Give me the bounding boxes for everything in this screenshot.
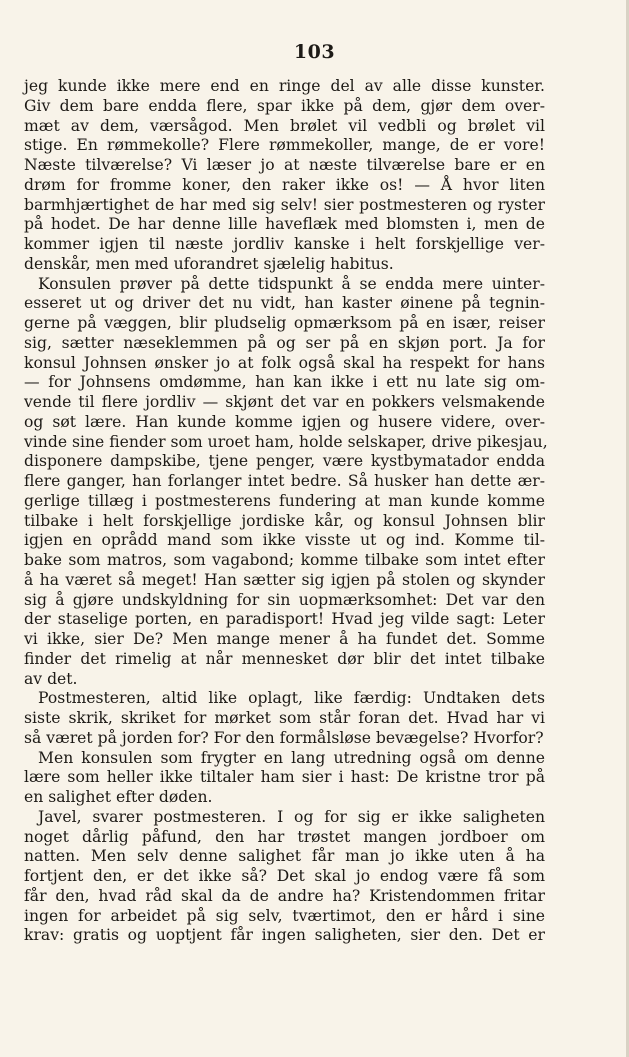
text-line: siste skrik, skriket for mørket som står foran det. Hvad har vi [24,709,545,727]
paragraph [24,274,548,690]
text-line: drøm for fromme koner, den raker ikke os! — Å hvor liten [24,175,545,194]
text-line: — for Johnsens omdømme, han kan ikke i ett nu late sig om- [24,373,545,392]
body-text [24,77,548,946]
text-line: Men konsulen som frygter en lang utredning også om denne [38,748,545,767]
text-line: igjen en oprådd mand som ikke visste ut og ind. Komme til- [24,531,545,550]
text-line: sig, sætter næseklemmen på og ser på en skjøn port. Ja for [24,333,545,352]
text-line: vende til flere jordliv — skjønt det var en pokkers velsmakende [24,393,545,411]
text-line: barmhjærtighet de har med sig selv! sier postmesteren og ryster [24,195,545,214]
text-line: Giv dem bare endda flere, spar ikke på dem, gjør dem over- [24,96,545,115]
text-line: Næste tilværelse? Vi læser jo at næste tilværelse bare er en [24,156,545,174]
text-line: lære som heller ikke tiltaler ham sier i hast: De kristne tror på [24,768,545,787]
text-line: vinde sine fiender som uroet ham, holde selskaper, drive pikesjau, [24,432,548,451]
page-number: 103 [293,41,336,63]
text-line: gerlige tillæg i postmesterens fundering at man kunde komme [24,491,545,510]
text-line: jeg kunde ikke mere end en ringe del av alle disse kunster. [24,77,545,95]
paragraph [24,808,545,946]
text-line: denskår, men med uforandret sjælelig habitus. [24,254,394,273]
paragraph [24,749,545,808]
text-line: noget dårlig påfund, den har trøstet mangen jordboer om [24,827,545,846]
text-line: mæt av dem, værsågod. Men brølet vil vedbli og brølet vil [24,116,545,135]
text-line: tilbake i helt forskjellige jordiske kår, og konsul Johnsen blir [24,511,545,530]
text-line: ingen for arbeidet på sig selv, tværtimot, den er hård i sine [24,906,545,925]
text-line: der staselige porten, en paradisport! Hvad jeg vilde sagt: Leter [24,610,545,629]
text-line: vi ikke, sier De? Men mange mener å ha fundet det. Somme [24,630,545,648]
text-line: en salighet efter døden. [24,788,213,806]
text-line: Javel, svarer postmesteren. I og for sig er ikke saligheten [38,807,545,826]
paragraph [24,689,545,748]
text-line: av det. [24,669,78,688]
text-line: disponere dampskibe, tjene penger, være kystbymatador endda [24,452,545,471]
text-line: flere ganger, han forlanger intet bedre. Så husker han dette ær- [24,472,545,490]
text-line: Postmesteren, altid like oplagt, like færdig: Undtaken dets [38,689,545,708]
text-line: gerne på væggen, blir pludselig opmærksom på en især, reiser [24,314,545,332]
text-line: å ha været så meget! Han sætter sig igjen på stolen og skynder [24,570,545,589]
text-line: Konsulen prøver på dette tidspunkt å se endda mere uinter- [38,274,545,293]
text-line: stige. En rømmekolle? Flere rømmekoller, mange, de er vore! [24,136,545,155]
text-line: fortjent den, er det ikke så? Det skal jo endog være få som [24,867,545,885]
text-line: så været på jorden for? For den formålsløse bevægelse? Hvorfor? [24,728,544,747]
text-line: esseret ut og driver det nu vidt, han kaster øinene på tegnin- [24,294,545,313]
text-line: krav: gratis og uoptjent får ingen saligheten, sier den. Det er [24,926,545,945]
text-line: natten. Men selv denne salighet får man jo ikke uten å ha [24,847,545,866]
paragraph [24,77,545,275]
text-line: konsul Johnsen ønsker jo at folk også skal ha respekt for hans [24,353,545,372]
text-line: og søt lære. Han kunde komme igjen og husere videre, over- [24,412,545,431]
text-line: på hodet. De har denne lille haveflæk med blomsten i, men de [24,215,545,234]
text-line: sig å gjøre undskyldning for sin uopmærksomhet: Det var den [24,590,545,609]
text-line: bake som matros, som vagabond; komme tilbake som intet efter [24,551,545,569]
text-line: får den, hvad råd skal da de andre ha? Kristendommen fritar [24,886,545,905]
text-line: kommer igjen til næste jordliv kanske i helt forskjellige ver- [24,235,545,253]
text-line: finder det rimelig at når mennesket dør blir det intet tilbake [24,649,545,668]
